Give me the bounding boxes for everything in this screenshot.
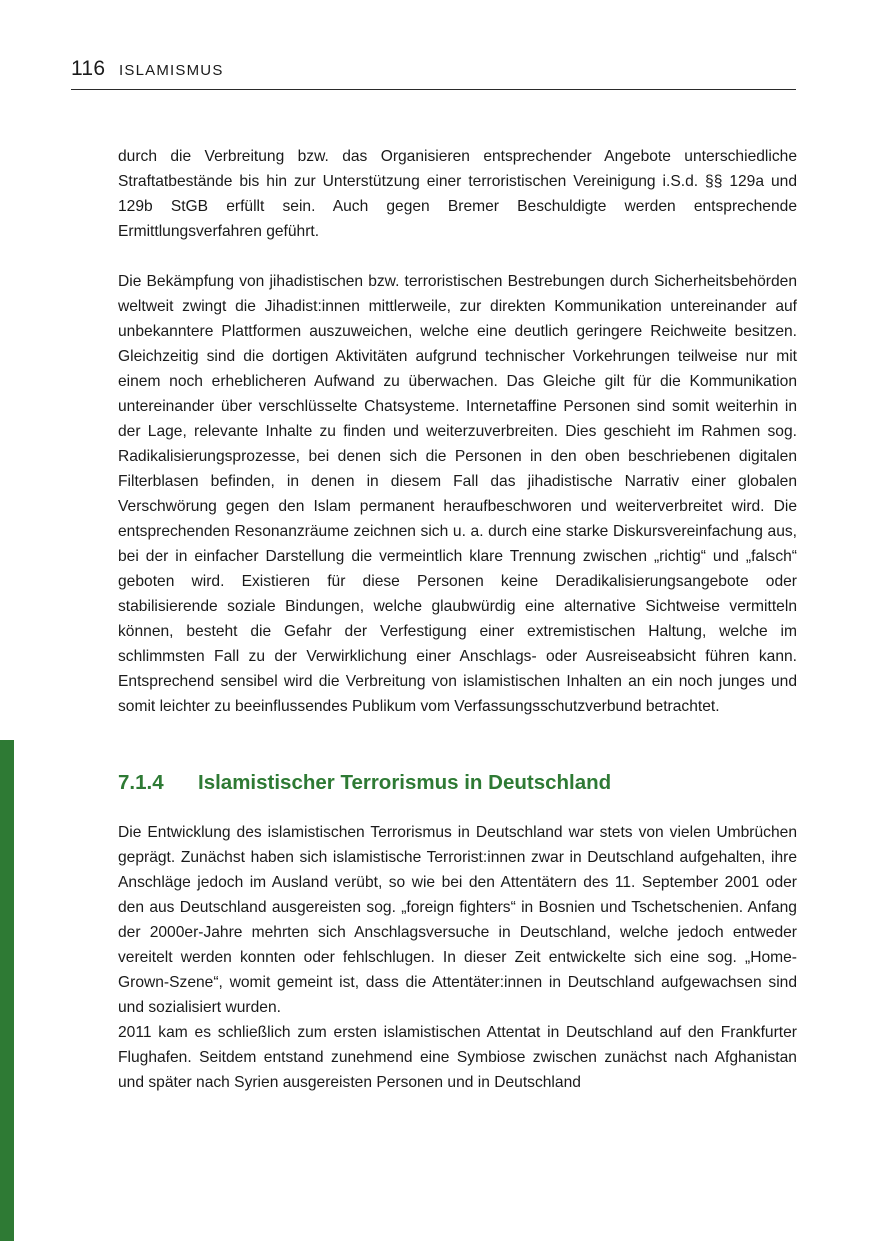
section-heading: [118, 770, 797, 795]
section-title: Islamistischer Terrorismus in Deutschland: [198, 771, 612, 794]
paragraph: durch die Verbreitung bzw. das Organisieren entsprechender Angebote unterschiedliche Straftatbestände bis hin zur Unterstützung einer terroristischen Vereinigung i.S.d. §§ 129a und 129b StGB erfüllt sein. Auch gegen Bremer Beschuldigte werden entsprechende Ermittlungsverfahren geführt.: [118, 148, 797, 240]
body-text: [118, 144, 797, 1095]
paragraph: Die Entwicklung des islamistischen Terrorismus in Deutschland war stets von vielen Umbrüchen geprägt. Zunächst haben sich islamistische Terrorist:innen zwar in Deutschland aufgehalten, ihre Anschläge jedoch im Ausland verübt, so wie bei den Attentätern des 11. September 2001 oder den aus Deutschland ausgereisten sog. „foreign fighters“ in Bosnien und Tschetschenien. Anfang der 2000er-Jahre mehrten sich Anschlagsversuche in Deutschland, welche jedoch entweder vereitelt werden konnten oder fehlschlugen. In dieser Zeit entwickelte sich eine sog. „Home-Grown-Szene“, womit gemeint ist, dass die Attentäter:innen in Deutschland aufgewachsen sind und sozialisiert wurden.: [118, 824, 797, 1016]
chapter-color-bar: [0, 740, 14, 1241]
running-title: ISLAMISMUS: [119, 62, 224, 79]
section-number: 7.1.4: [118, 771, 164, 794]
page-header: [71, 56, 796, 90]
paragraph: 2011 kam es schließlich zum ersten islamistischen Attentat in Deutschland auf den Frankfurter Flughafen. Seitdem entstand zunehmend eine Symbiose zwischen zunächst nach Afghanistan und später nach Syrien ausgereisten Personen und in Deutschland: [118, 1024, 797, 1091]
page-number: 116: [71, 57, 106, 80]
paragraph: Die Bekämpfung von jihadistischen bzw. terroristischen Bestrebungen durch Sicherheitsbehörden weltweit zwingt die Jihadist:innen mittlerweile, zur direkten Kommunikation untereinander auf unbekanntere Plattformen auszuweichen, welche eine deutlich geringere Reichweite besitzen. Gleichzeitig sind die dortigen Aktivitäten aufgrund technischer Vorkehrungen teilweise nur mit einem noch erheblicheren Aufwand zu überwachen. Das Gleiche gilt für die Kommunikation untereinander über verschlüsselte Chatsysteme. Internetaffine Personen sind somit weiterhin in der Lage, relevante Inhalte zu finden und weiterzuverbreiten. Dies geschieht im Rahmen sog. Radikalisierungsprozesse, bei denen sich die Personen in den oben beschriebenen digitalen Filterblasen befinden, in denen in diesem Fall das jihadistische Narrativ einer globalen Verschwörung gegen den Islam permanent heraufbeschworen und weiterverbreitet wird. Die entsprechenden Resonanzräume zeichnen sich u. a. durch eine starke Diskursvereinfachung aus, bei der in einfacher Darstellung die vermeintlich klare Trennung zwischen „richtig“ und „falsch“ geboten wird. Existieren für diese Personen keine Deradikalisierungsangebote oder stabilisierende soziale Bindungen, welche glaubwürdig eine alternative Sichtweise vermitteln können, besteht die Gefahr der Verfestigung einer extremistischen Haltung, welche im schlimmsten Fall zu der Verwirklichung einer Anschlags- oder Ausreiseabsicht führen kann. Entsprechend sensibel wird die Verbreitung von islamistischen Inhalten an ein noch junges und somit leichter zu beeinflussendes Publikum vom Verfassungsschutzverbund betrachtet.: [118, 273, 797, 715]
